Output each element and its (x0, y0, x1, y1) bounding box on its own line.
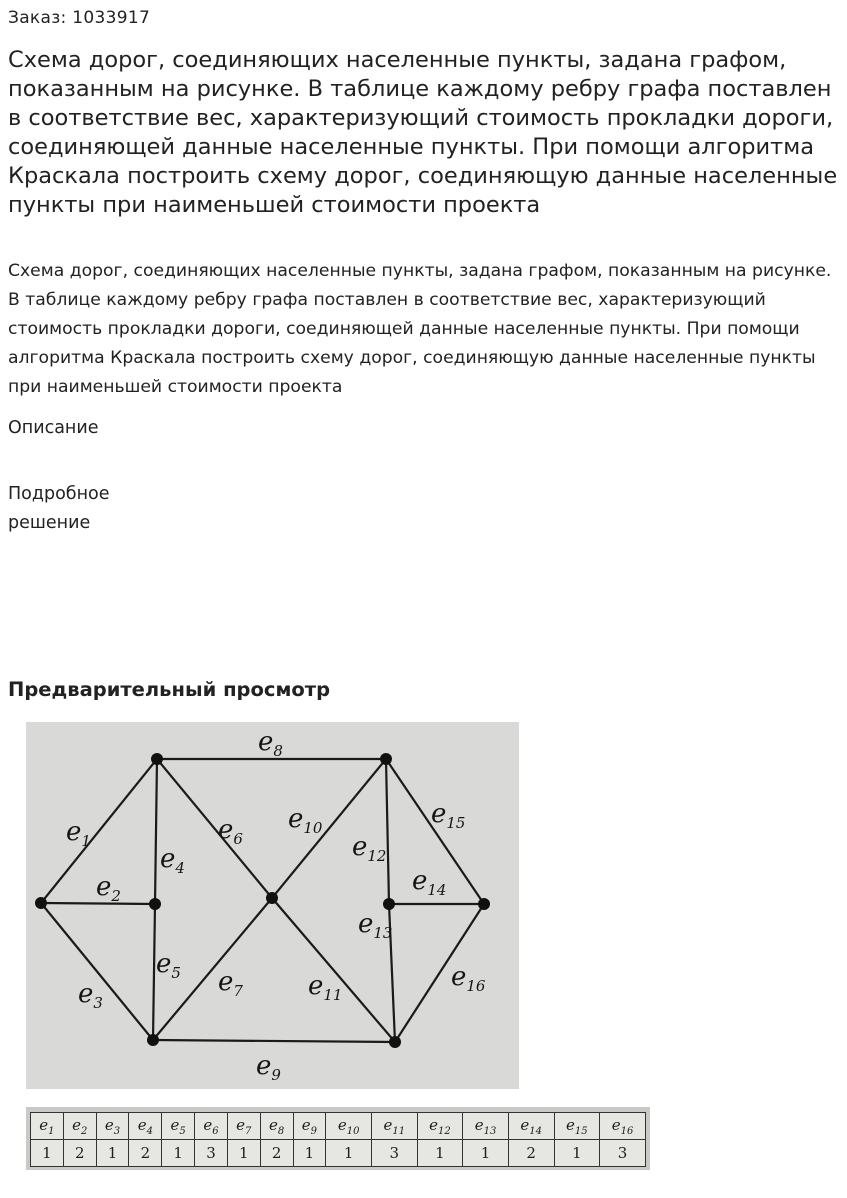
edge-label-e11: $e_{11}$ (308, 971, 343, 1004)
edge-label-e6: $e_6$ (218, 815, 243, 848)
weight-row (31, 1140, 646, 1167)
edge-header-cell: $e_1$ (31, 1113, 64, 1140)
graph-vertex (383, 898, 395, 910)
task-description: Схема дорог, соединяющих населенные пункты, задана графом, показанным на рисунке. В таблице каждому ребру графа поставлен в соответствие вес, характеризующий стоимость прокладки дороги, соединяющей данные населенные пункты. При помощи алгоритма Краскала построить схему дорог, соединяющую данные населенные пункты при наименьшей стоимости проекта (8, 261, 832, 397)
graph-image (26, 722, 519, 1089)
edge-header-cell: $e_8$ (260, 1113, 293, 1140)
weight-cell: 2 (260, 1140, 293, 1167)
edge-label-e5: $e_5$ (156, 949, 181, 982)
edge-label-e4: $e_4$ (160, 844, 185, 877)
graph-vertex (380, 753, 392, 765)
weight-cell: 2 (508, 1140, 554, 1167)
edge-label-e2: $e_2$ (96, 872, 121, 905)
edge-header-cell: $e_{11}$ (371, 1113, 417, 1140)
graph-edge (153, 1040, 395, 1042)
edge-header-cell: $e_{16}$ (600, 1113, 646, 1140)
graph-edge (153, 904, 155, 1040)
preview-heading: Предварительный просмотр (8, 678, 331, 701)
edge-label-e9: $e_9$ (256, 1051, 281, 1084)
weight-cell: 1 (227, 1140, 260, 1167)
edge-label-e3: $e_3$ (78, 979, 103, 1012)
weight-cell: 2 (63, 1140, 96, 1167)
edge-label-e14: $e_{14}$ (412, 866, 447, 899)
weight-cell: 3 (600, 1140, 646, 1167)
edge-label-e7: $e_7$ (218, 967, 243, 1000)
graph-figure (26, 722, 519, 1089)
graph-vertex (151, 753, 163, 765)
graph-vertex (147, 1034, 159, 1046)
edge-label-e15: $e_{15}$ (431, 799, 466, 832)
graph-vertex (266, 892, 278, 904)
weights-table (30, 1112, 646, 1167)
edge-label-e8: $e_8$ (258, 727, 283, 760)
edge-header-cell: $e_{12}$ (417, 1113, 463, 1140)
description-label: Описание (8, 418, 99, 438)
weight-cell: 1 (326, 1140, 372, 1167)
edge-header-cell: $e_{10}$ (326, 1113, 372, 1140)
weight-cell: 3 (371, 1140, 417, 1167)
weight-cell: 1 (417, 1140, 463, 1167)
edge-header-cell: $e_{13}$ (463, 1113, 509, 1140)
graph-edge (41, 903, 153, 1040)
edge-label-e12: $e_{12}$ (352, 832, 387, 865)
weight-cell: 2 (129, 1140, 162, 1167)
weight-cell: 1 (96, 1140, 129, 1167)
graph-vertex (35, 897, 47, 909)
edge-header-cell: $e_5$ (162, 1113, 195, 1140)
graph-vertex (389, 1036, 401, 1048)
weight-cell: 1 (463, 1140, 509, 1167)
graph-vertex (149, 898, 161, 910)
solution-label: Подробное решение (8, 484, 110, 533)
edge-label-e1: $e_1$ (66, 817, 91, 850)
weight-cell: 1 (31, 1140, 64, 1167)
weight-cell: 1 (554, 1140, 600, 1167)
weight-cell: 3 (195, 1140, 228, 1167)
graph-edge (41, 903, 155, 904)
graph-edge (155, 759, 157, 904)
graph-edge (386, 759, 389, 904)
edge-header-cell: $e_3$ (96, 1113, 129, 1140)
graph-vertex (478, 898, 490, 910)
edge-header-cell: $e_6$ (195, 1113, 228, 1140)
edge-header-cell: $e_9$ (293, 1113, 326, 1140)
edge-label-e10: $e_{10}$ (288, 804, 323, 837)
edge-header-cell: $e_2$ (63, 1113, 96, 1140)
edge-header-cell: $e_{15}$ (554, 1113, 600, 1140)
edge-header-cell: $e_4$ (129, 1113, 162, 1140)
edge-label-e16: $e_{16}$ (451, 962, 486, 995)
page-title: Схема дорог, соединяющих населенные пункты, задана графом, показанным на рисунке. В таблице каждому ребру графа поставлен в соответствие вес, характеризующий стоимость прокладки дороги, соединяющей данные населенные пункты. При помощи алгоритма Краскала построить схему дорог, соединяющую данные населенные пункты при наименьшей стоимости проекта (8, 47, 838, 218)
graph-edge (395, 904, 484, 1042)
edge-header-cell: $e_{14}$ (508, 1113, 554, 1140)
weights-table-image (26, 1107, 650, 1170)
edge-row (31, 1113, 646, 1140)
graph-edge (272, 898, 395, 1042)
weight-cell: 1 (162, 1140, 195, 1167)
order-number: Заказ: 1033917 (8, 8, 151, 28)
edge-header-cell: $e_7$ (227, 1113, 260, 1140)
weight-cell: 1 (293, 1140, 326, 1167)
graph-edge (157, 759, 272, 898)
edge-label-e13: $e_{13}$ (358, 909, 393, 942)
